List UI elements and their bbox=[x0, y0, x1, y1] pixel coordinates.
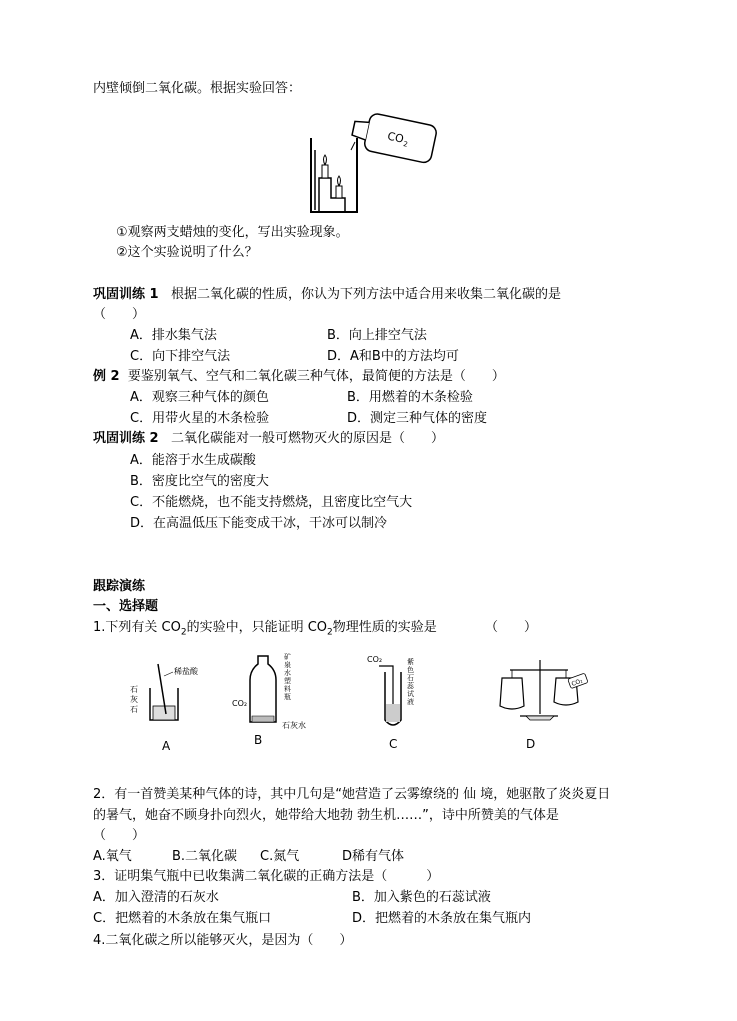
q2-option-d: D稀有气体 bbox=[342, 849, 405, 864]
figure-c-litmus-char-6: 液 bbox=[407, 698, 414, 706]
practice1-option-d: D．A和B中的方法均可 bbox=[327, 349, 459, 364]
q2-option-c: C.氮气 bbox=[260, 849, 300, 864]
section-title: 跟踪演练 bbox=[93, 579, 146, 594]
figure-a-acid-label: 稀盐酸 bbox=[174, 667, 198, 676]
figure-b-label: B bbox=[254, 733, 263, 747]
practice1-label: 巩固训练 1 bbox=[93, 287, 159, 302]
figure-a-label: A bbox=[162, 739, 171, 753]
q2-option-b: B.二氧化碳 bbox=[172, 849, 238, 864]
q4-question: 4.二氧化碳之所以能够灭火，是因为（ ） bbox=[93, 933, 353, 948]
practice1-paren: （ ） bbox=[93, 307, 146, 322]
figure-c-litmus-char-4: 蕊 bbox=[407, 682, 414, 690]
figure-d-label: D bbox=[526, 737, 536, 751]
co2-bottle-label: CO bbox=[386, 129, 405, 146]
practice1-text: 根据二氧化碳的性质，你认为下列方法中适合用来收集二氧化碳的是 bbox=[170, 287, 561, 302]
figure-c bbox=[365, 652, 445, 752]
q3-option-a: A．加入澄清的石灰水 bbox=[93, 890, 219, 905]
figure-b-bottle-char-3: 水 bbox=[284, 669, 291, 677]
figure-c-litmus-char-1: 紫 bbox=[407, 658, 414, 666]
figure-b-co2-label: CO₂ bbox=[232, 699, 248, 708]
practice2-option-d: D．在高温低压下能变成干冰，干冰可以制冷 bbox=[130, 516, 388, 531]
practice2-option-c: C．不能燃烧，也不能支持燃烧，且密度比空气大 bbox=[130, 495, 413, 510]
q1-text-mid: 的实验中，只能证明 CO bbox=[186, 620, 328, 635]
figure-c-litmus-char-2: 色 bbox=[407, 666, 414, 674]
figure-a-stone-1: 石 bbox=[130, 685, 138, 694]
figure-a-stone-2: 灰 bbox=[130, 695, 138, 704]
candle-experiment-figure bbox=[305, 110, 440, 215]
co2-bottle-label-sub: 2 bbox=[402, 140, 409, 149]
q2-line-1: 2．有一首赞美某种气体的诗，其中几句是“她营造了云雾缭绕的 仙 境，她驱散了炎炎夏日 bbox=[93, 787, 611, 802]
figure-b-bottle-char-6: 瓶 bbox=[284, 693, 291, 701]
figure-c-co2-label: CO₂ bbox=[367, 655, 383, 664]
q3-option-d: D．把燃着的木条放在集气瓶内 bbox=[352, 911, 532, 926]
q1-sub1: 2 bbox=[180, 627, 187, 638]
figure-b-limewater-label: 石灰水 bbox=[282, 721, 306, 730]
figure-a-stone-3: 石 bbox=[130, 705, 138, 714]
example2-option-b: B．用燃着的木条检验 bbox=[347, 390, 473, 405]
figure-b bbox=[228, 648, 308, 748]
practice2-option-b: B．密度比空气的密度大 bbox=[130, 474, 269, 489]
practice1-option-b: B．向上排空气法 bbox=[327, 328, 427, 343]
q1-question bbox=[93, 619, 437, 642]
q1-paren: （ ） bbox=[485, 620, 538, 635]
figure-b-bottle-char-4: 塑 bbox=[284, 677, 291, 685]
q3-question: 3．证明集气瓶中已收集满二氧化碳的正确方法是（ ） bbox=[93, 869, 440, 884]
figure-c-litmus-char-3: 石 bbox=[407, 674, 414, 682]
q3-option-b: B．加入紫色的石蕊试液 bbox=[352, 890, 491, 905]
q2-line-2: 的暑气，她奋不顾身扑向烈火，她带给大地勃 勃生机……”，诗中所赞美的气体是 bbox=[93, 808, 559, 823]
intro-question-1: ①观察两支蜡烛的变化，写出实验现象。 bbox=[116, 225, 349, 240]
practice1-question bbox=[93, 286, 561, 304]
figure-d bbox=[490, 656, 590, 756]
practice1-option-a: A．排水集气法 bbox=[130, 328, 217, 343]
practice1-option-c: C．向下排空气法 bbox=[130, 349, 231, 364]
q1-text-post: 物理性质的实验是 bbox=[332, 620, 437, 635]
intro-question-2: ②这个实验说明了什么？ bbox=[116, 245, 258, 260]
figure-a bbox=[128, 658, 208, 758]
example2-label: 例 2 bbox=[93, 369, 120, 384]
practice2-option-a: A．能溶于水生成碳酸 bbox=[130, 453, 256, 468]
q2-paren: （ ） bbox=[93, 828, 146, 843]
example2-option-c: C．用带火星的木条检验 bbox=[130, 411, 270, 426]
example2-option-a: A．观察三种气体的颜色 bbox=[130, 390, 269, 405]
example2-text: 要鉴别氧气、空气和二氧化碳三种气体，最简便的方法是（ ） bbox=[127, 369, 505, 384]
figure-c-litmus-char-5: 试 bbox=[407, 690, 414, 698]
practice2-text: 二氧化碳能对一般可燃物灭火的原因是（ ） bbox=[170, 431, 444, 446]
figure-b-bottle-char-1: 矿 bbox=[284, 653, 291, 661]
example2-question bbox=[93, 368, 505, 386]
q3-option-c: C．把燃着的木条放在集气瓶口 bbox=[93, 911, 272, 926]
practice2-label: 巩固训练 2 bbox=[93, 431, 159, 446]
figure-c-label: C bbox=[389, 737, 398, 751]
figure-b-bottle-char-5: 料 bbox=[284, 685, 291, 693]
figure-d-co2-label: CO₂ bbox=[570, 677, 584, 688]
q1-text-pre: 1.下列有关 CO bbox=[93, 620, 181, 635]
q2-option-a: A.氧气 bbox=[93, 849, 132, 864]
practice2-question bbox=[93, 430, 444, 448]
intro-line: 内壁倾倒二氧化碳。根据实验回答： bbox=[93, 81, 302, 96]
example2-option-d: D．测定三种气体的密度 bbox=[347, 411, 488, 426]
q1-sub2: 2 bbox=[327, 627, 333, 638]
section-subtitle: 一、选择题 bbox=[93, 599, 159, 614]
figure-b-bottle-char-2: 泉 bbox=[284, 661, 291, 669]
